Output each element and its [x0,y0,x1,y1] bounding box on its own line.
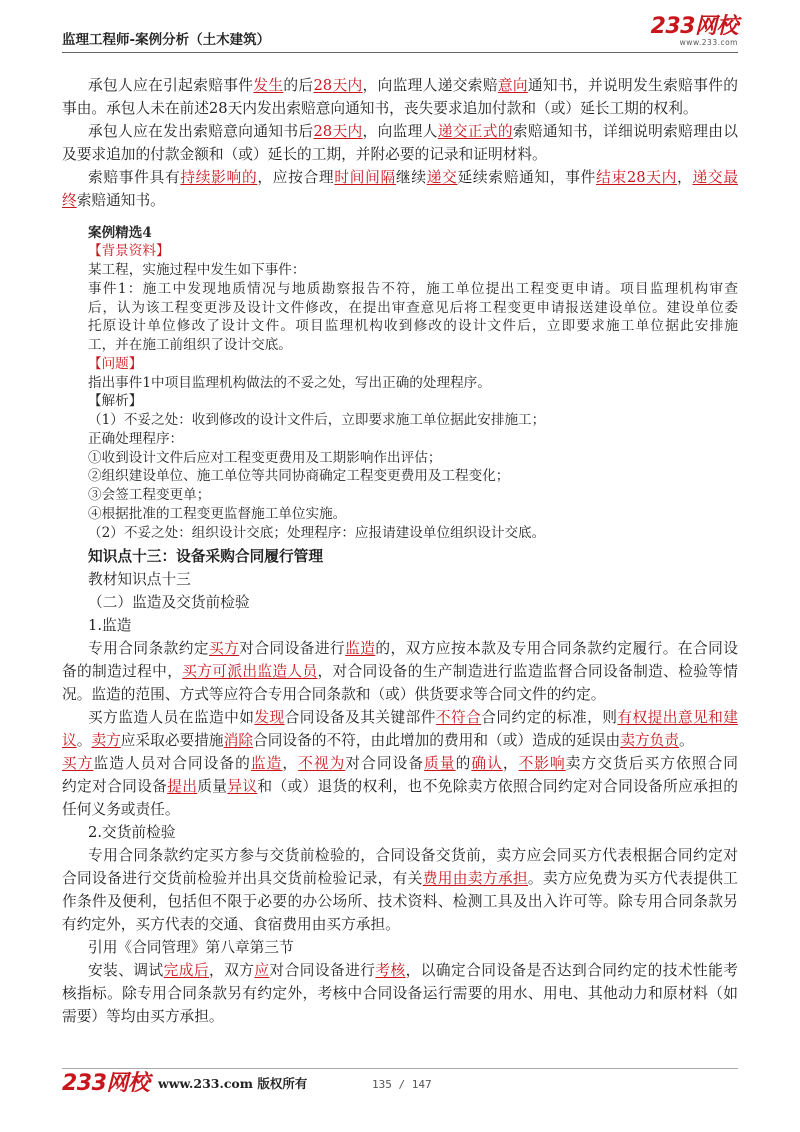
highlighted-term: 议 [62,731,77,749]
text-line [88,467,738,486]
highlighted-term: 买方可派出监造人员 [182,662,318,680]
paragraph [62,936,738,959]
brand-logo-site: www.233.com [679,38,738,47]
text-line [88,430,738,449]
highlighted-term: 质量 [424,754,456,772]
highlighted-term: 28天内 [313,122,363,140]
highlighted-term: 监造 [345,639,376,657]
text-line [62,936,738,959]
paragraph [62,614,738,637]
text-line [62,913,738,936]
text-line [88,411,738,430]
paragraph [62,568,738,591]
text-line [88,524,738,543]
text-run: 应采取必要措施 [120,731,224,749]
text-run: 索赔通知书，详细说明索赔理由以 [512,122,738,140]
paragraph [88,374,738,393]
text-run: 合同设备及其关键部件 [284,708,436,726]
text-line [62,890,738,913]
text-line [88,317,738,336]
text-line [62,614,738,637]
paragraph [88,505,738,524]
text-run: 对合同设备进行 [269,961,376,979]
text-run: 买方监造人员在监造中如 [88,708,255,726]
text-run: ， [677,168,693,186]
text-line [62,752,738,775]
paragraph [88,392,738,411]
text-run: 继续 [395,168,427,186]
text-line [62,568,738,591]
text-run: 安装、调试 [88,961,164,979]
text-run: 正确处理程序： [88,430,184,447]
paragraph [88,224,738,243]
text-run: 后，认为该工程变更涉及设计文件修改，在提出审查意见后将工程变更申请报送建设单位。建设单位委 [88,299,738,316]
page-number: 135 / 147 [372,1078,432,1091]
heading-text: 案例精选4 [88,224,152,241]
text-run: 约定对合同设备 [62,777,168,795]
text-run: 。 [678,731,694,749]
text-run: 对合同设备 [345,754,425,772]
text-run: 对合同设备进行 [239,639,346,657]
text-line [62,637,738,660]
highlighted-term: 消除 [223,731,254,749]
paragraph [88,524,738,543]
paragraph [88,280,738,355]
header-divider [62,52,738,53]
text-run: 通知书，并说明发生索赔事件的 [527,76,738,94]
text-run: 专用合同条款约定买方参与交货前检验的，合同设备交货前，卖方应会同买方代表根据合同约定对 [88,846,738,864]
paragraph [88,430,738,449]
highlighted-term: 递交最 [692,168,738,186]
text-run: ，对合同设备的生产制造进行监造监督合同设备制造、检验等情 [317,662,738,680]
footer-brand-logo[interactable]: 233网校 [62,1071,150,1096]
brand-logo[interactable] [651,14,738,47]
text-run: 的后 [283,76,314,94]
text-run: 卖方交货后买方依照合同 [565,754,738,772]
text-run: 合同设备的不符，由此增加的费用和（或）造成的延误由 [253,731,621,749]
paragraph [88,261,738,280]
paragraph [62,120,738,166]
text-line [88,355,738,374]
text-run: 有约定外，买方代表的交通、食宿费用由买方承担。 [62,915,400,933]
highlighted-term: 结束28天内 [596,168,678,186]
text-run: 任何义务或责任。 [62,800,180,818]
highlighted-term: 费用由卖方承担 [422,869,528,887]
text-run: ，应按合理 [257,168,335,186]
highlighted-term: 递交正式的 [437,122,513,140]
text-line [88,280,738,299]
text-line [62,120,738,143]
text-line [88,392,738,411]
text-run: 索赔事件具有 [88,168,181,186]
text-run: 。卖方应免费为买方代表提供工 [527,869,738,887]
paragraph [88,486,738,505]
text-run: ④根据批准的工程变更监督施工单位实施。 [88,505,347,522]
highlighted-term: 终 [62,191,77,209]
highlighted-term: 持续影响的 [180,168,258,186]
text-run: ③会签工程变更单； [88,487,211,504]
text-run: ， [282,754,299,772]
text-line [62,166,738,189]
text-line [62,798,738,821]
text-run: （二）监造及交货前检验 [88,593,250,611]
text-run: 专用合同条款约定 [88,639,209,657]
text-run: 事件1：施工中发现地质情况与地质勘察报告不符，施工单位提出工程变更申请。项目监理机构审查 [88,280,738,297]
footer-divider [62,1068,738,1069]
paragraph [62,545,738,568]
case-study-section [88,224,738,543]
highlighted-term: 完成后 [163,961,209,979]
highlighted-term: 监造 [250,754,283,772]
text-run: 承包人应在引起索赔事件 [88,76,254,94]
highlighted-term: 卖方 [91,731,121,749]
highlighted-term: 应 [254,961,270,979]
paragraph [88,411,738,430]
text-run: 延续索赔通知，事件 [457,168,597,186]
text-run: 引用《合同管理》第八章第三节 [88,938,294,956]
paragraph [62,844,738,936]
claim-notice-section [62,74,738,212]
highlighted-term: 不视为 [298,754,346,772]
highlighted-term: 异议 [227,777,258,795]
text-line [62,775,738,798]
highlighted-term: 不影响 [518,754,566,772]
paragraph [62,706,738,752]
text-line [62,97,738,120]
text-line [88,261,738,280]
text-run: 。 [76,731,92,749]
highlighted-term: 不符合 [435,708,482,726]
text-run: 的，双方应按本款及专用合同条款约定履行。在合同设 [375,639,738,657]
text-line [62,706,738,729]
text-run: 况。监造的范围、方式等应符合专用合同条款和（或）供货要求等合同文件的约定。 [62,685,606,703]
text-line [62,729,738,752]
text-run: 作条件及便利，包括但不限于必要的办公场所、技术资料、检测工具及出入许可等。除专用合同条款另 [62,892,738,910]
highlighted-term: 买方 [209,639,240,657]
text-run: ， [502,754,519,772]
highlighted-term: 卖方负责 [620,731,679,749]
paragraph [88,449,738,468]
paragraph [62,821,738,844]
text-run: ，双方 [209,961,255,979]
footer-copyright: www.233.com 版权所有 [158,1076,308,1091]
paragraph [62,959,738,1028]
highlighted-term: 有权提出意见和建 [617,708,738,726]
highlighted-term: 买方 [62,754,94,772]
section-label: 【背景资料】 [88,243,170,260]
text-run: 2.交货前检验 [88,823,176,841]
paragraph [62,637,738,706]
paragraph [88,242,738,261]
text-run: ，以确定合同设备是否达到合同约定的技术性能考 [405,961,738,979]
text-line [62,143,738,166]
document-header-title: 监理工程师-案例分析（土木建筑） [62,32,271,48]
text-run: 事由。承包人未在前述28天内发出索赔意向通知书，丧失要求追加付款和（或）延长工期的权利。 [62,99,698,117]
text-run: （1）不妥之处：收到修改的设计文件后，立即要求施工单位据此安排施工； [88,412,546,429]
text-line [88,242,738,261]
paragraph [88,355,738,374]
text-run: 质量 [197,777,228,795]
text-run: ②组织建设单位、施工单位等共同协商确定工程变更费用及工程变化； [88,468,510,485]
text-run: 托原设计单位修改了设计文件。项目监理机构收到修改的设计文件后，立即要求施工单位据此安排施 [88,318,738,335]
text-run: 合同设备进行交货前检验并出具交货前检验记录，有关 [62,869,423,887]
highlighted-term: 意向 [497,76,528,94]
text-line [62,545,738,568]
text-run: 某工程，实施过程中发生如下事件： [88,262,306,279]
section-label: 【问题】 [88,355,143,372]
text-line [62,821,738,844]
text-line [62,591,738,614]
text-line [88,336,738,355]
highlighted-term: 考核 [375,961,406,979]
text-line [62,959,738,982]
text-run: 1.监造 [88,616,132,634]
text-line [62,1005,738,1028]
highlighted-term: 28天内 [313,76,363,94]
brand-logo-text: 233网校 [650,14,738,39]
text-line [62,867,738,890]
text-line [88,224,738,243]
text-run: 指出事件1中项目监理机构做法的不妥之处，写出正确的处理程序。 [88,374,491,391]
text-run: 的 [455,754,472,772]
text-line [62,74,738,97]
text-run: 需要）等均由买方承担。 [62,1007,224,1025]
text-run: （2）不妥之处：组织设计交底；处理程序：应报请建设单位组织设计交底。 [88,524,546,541]
text-line [62,189,738,212]
text-run: 工，并在施工前组织了设计交底。 [88,337,292,354]
text-run: 【解析】 [88,393,143,410]
text-run: 备的制造过程中， [62,662,183,680]
paragraph [62,166,738,212]
highlighted-term: 发现 [254,708,285,726]
equipment-procurement-section [62,545,738,1028]
text-line [62,982,738,1005]
text-run: ，向监理人 [362,122,438,140]
paragraph [88,467,738,486]
text-line [62,660,738,683]
text-run: ，向监理人递交索赔 [362,76,498,94]
text-run: 合同约定的标准，则 [481,708,618,726]
text-line [62,683,738,706]
text-line [88,299,738,318]
text-line [88,449,738,468]
highlighted-term: 时间间隔 [334,168,396,186]
text-line [88,486,738,505]
paragraph [62,752,738,821]
paragraph [62,74,738,120]
text-run: 及要求追加的付款金额和（或）延长的工期，并附必要的记录和证明材料。 [62,145,547,163]
text-run: 教材知识点十三 [88,570,191,588]
text-line [88,505,738,524]
text-run: ①收到设计文件后应对工程变更费用及工期影响作出评估； [88,449,442,466]
text-line [88,374,738,393]
text-run: 索赔通知书。 [76,191,165,209]
text-run: 监造人员对合同设备的 [93,754,251,772]
text-run: 和（或）退货的权利，也不免除卖方依照合同约定对合同设备所应承担的 [257,777,738,795]
paragraph [62,591,738,614]
text-run: 承包人应在发出索赔意向通知书后 [88,122,314,140]
highlighted-term: 递交 [426,168,458,186]
text-line [62,844,738,867]
heading-text: 知识点十三：设备采购合同履行管理 [88,547,324,565]
highlighted-term: 确认 [471,754,503,772]
highlighted-term: 发生 [253,76,284,94]
highlighted-term: 提出 [167,777,198,795]
text-run: 核指标。除专用合同条款另有约定外，考核中合同设备运行需要的用水、用电、其他动力和原材料（如 [62,984,738,1002]
